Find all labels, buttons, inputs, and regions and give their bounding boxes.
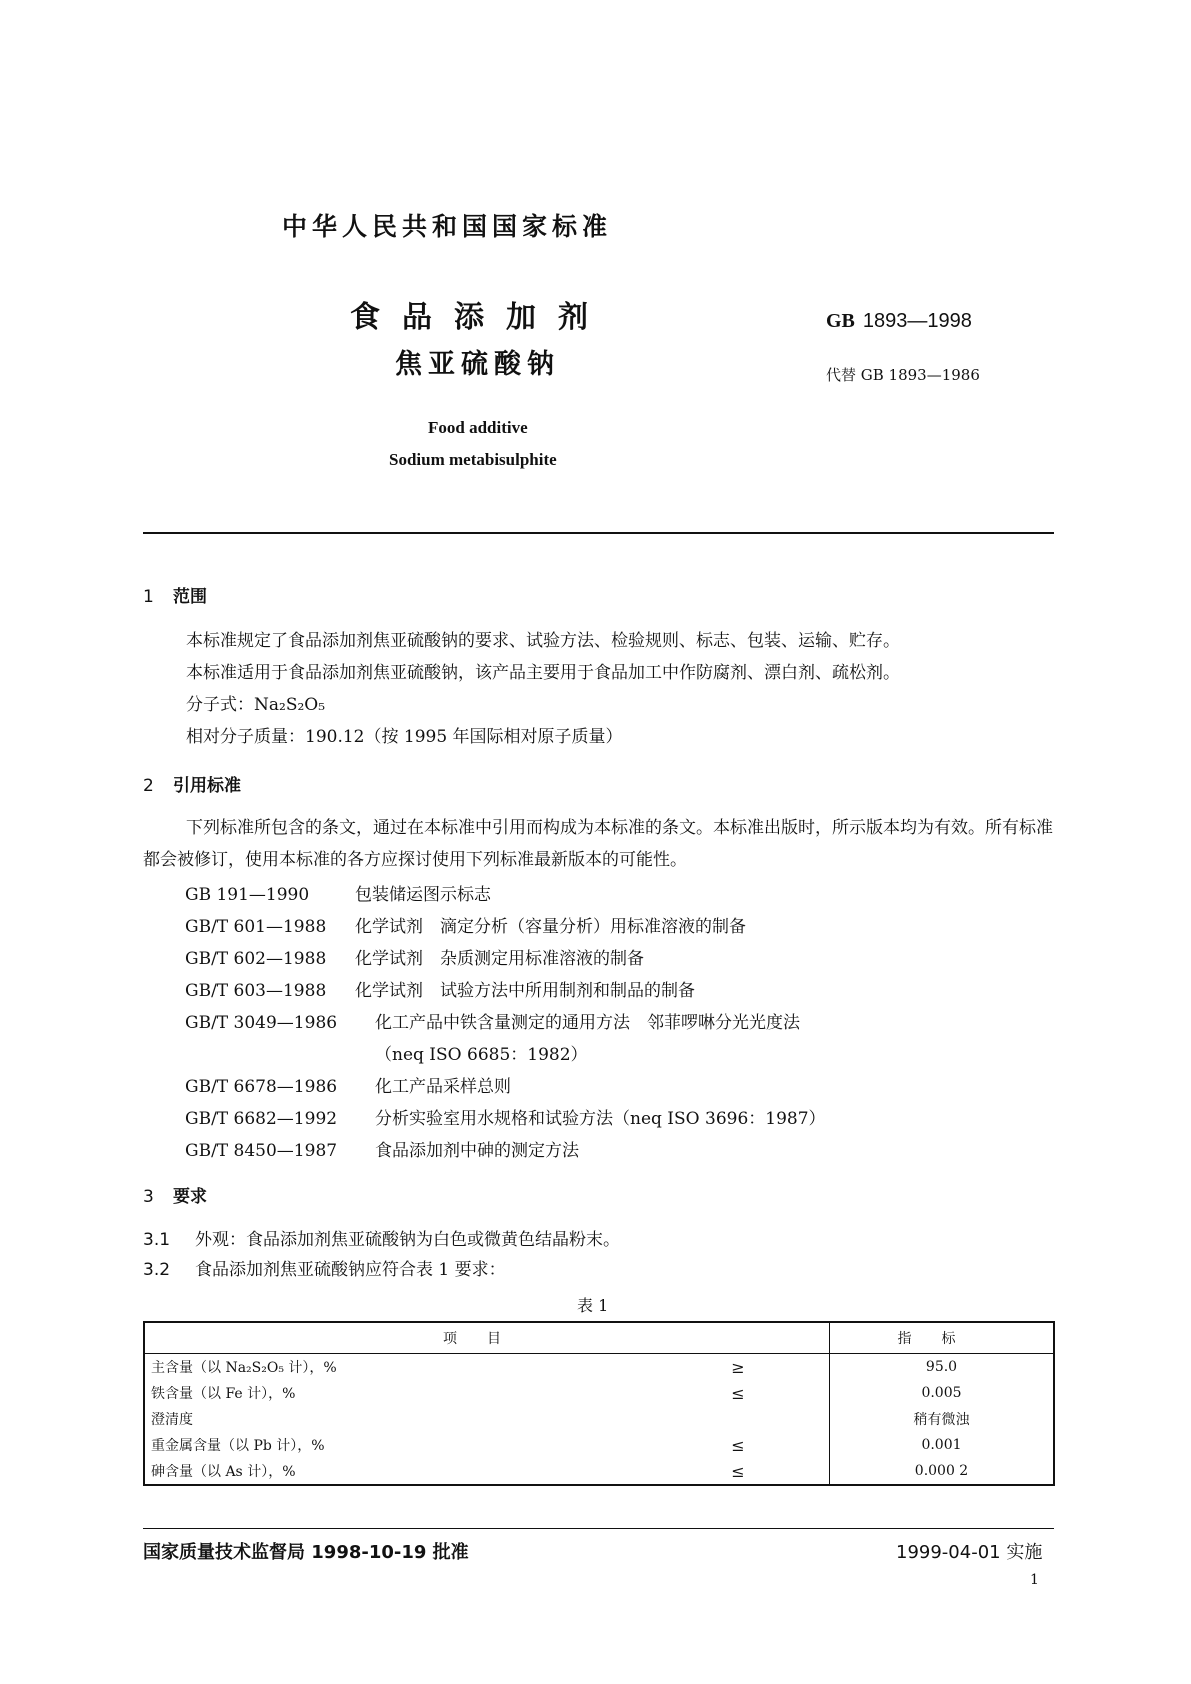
table-caption: 表 1 [577,1296,609,1315]
section-1-line-2: 本标准适用于食品添加剂焦亚硫酸钠，该产品主要用于食品加工中作防腐剂、漂白剂、疏松剂。 [186,663,900,683]
replaces-note: 代替 GB 1893—1986 [826,366,980,384]
reference-code: GB/T 602—1988 [185,949,327,969]
approval-note: 国家质量技术监督局 1998-10-19 批准 [143,1542,469,1563]
section-1-number: 1 [143,587,154,607]
page-number: 1 [1030,1572,1039,1588]
table-row [144,1458,1054,1485]
table-header-row [144,1322,1054,1354]
row-item: 重金属含量（以 Pb 计），% [151,1438,325,1454]
section-2-heading [143,771,241,796]
clause-3-2-text: 食品添加剂焦亚硫酸钠应符合表 1 要求： [195,1260,506,1280]
reference-code: GB/T 601—1988 [185,917,327,937]
row-value: 稍有微浊 [913,1412,970,1428]
clause-3-2-number: 3.2 [143,1260,171,1280]
row-symbol: ≤ [647,1458,830,1485]
reference-code: GB/T 8450—1987 [185,1141,338,1161]
section-2-title: 引用标准 [173,776,241,796]
table-head-item: 项目 [144,1322,830,1354]
reference-title: 化学试剂 杂质测定用标准溶液的制备 [355,949,644,969]
reference-code: GB 191—1990 [185,885,310,905]
reference-item [185,1136,579,1161]
table-row [144,1406,1054,1432]
clause-3-1-number: 3.1 [143,1230,171,1250]
section-1-formula: 分子式：Na₂S₂O₅ [186,695,326,715]
row-item: 主含量（以 Na₂S₂O₅ 计），% [151,1360,337,1376]
footer-divider [143,1528,1054,1529]
reference-title: 包装储运图示标志 [355,885,491,905]
title-line-1: 食品添加剂 [350,300,610,335]
row-item: 澄清度 [151,1412,193,1428]
reference-title: 化工产品中铁含量测定的通用方法 邻菲啰啉分光光度法 [375,1013,800,1033]
reference-code: GB/T 6678—1986 [185,1077,338,1097]
reference-item [185,912,746,937]
effective-date: 1999-04-01 实施 [896,1542,1043,1563]
reference-title: 食品添加剂中砷的测定方法 [375,1141,579,1161]
clause-3-1 [143,1230,620,1250]
row-symbol: ≤ [647,1432,830,1458]
reference-item [185,944,644,969]
standard-code [826,308,972,333]
table-row [144,1432,1054,1458]
table-row [144,1354,1054,1381]
row-value: 0.000 2 [914,1463,969,1479]
reference-title: 化学试剂 滴定分析（容量分析）用标准溶液的制备 [355,917,746,937]
header-divider [143,532,1054,534]
row-value: 0.001 [921,1437,962,1453]
clause-3-1-text: 外观：食品添加剂焦亚硫酸钠为白色或微黄色结晶粉末。 [195,1230,620,1250]
row-symbol: ≤ [647,1380,830,1406]
reference-item [185,880,491,905]
reference-item [185,1104,826,1129]
reference-item [185,976,695,1001]
section-2-number: 2 [143,776,154,796]
code-prefix: GB [826,310,855,332]
reference-title: （neq ISO 6685：1982） [375,1045,588,1065]
section-1-heading [143,582,207,607]
row-value: 0.005 [921,1385,962,1401]
title-line-2: 焦亚硫酸钠 [395,349,560,380]
reference-title: 化学试剂 试验方法中所用制剂和制品的制备 [355,981,695,1001]
reference-code: GB/T 3049—1986 [185,1013,338,1033]
row-item: 砷含量（以 As 计），% [151,1464,296,1480]
reference-code: GB/T 6682—1992 [185,1109,338,1129]
section-1-title: 范围 [173,587,207,607]
reference-title: 分析实验室用水规格和试验方法（neq ISO 3696：1987） [375,1109,826,1129]
row-symbol: ≥ [647,1354,830,1381]
reference-item [185,1072,511,1097]
section-1-line-1: 本标准规定了食品添加剂焦亚硫酸钠的要求、试验方法、检验规则、标志、包装、运输、贮存。 [186,631,900,651]
reference-item [185,1040,588,1065]
reference-item [185,1008,800,1033]
section-2-intro: 下列标准所包含的条文，通过在本标准中引用而构成为本标准的条文。本标准出版时，所示版本均为有效。所有标准都会被修订，使用本标准的各方应探讨使用下列标准最新版本的可能性。 [143,818,1053,870]
clause-3-2 [143,1260,506,1280]
section-1-molar-mass: 相对分子质量：190.12（按 1995 年国际相对原子质量） [186,727,623,747]
national-standard-heading: 中华人民共和国国家标准 [282,212,613,241]
reference-title: 化工产品采样总则 [375,1077,511,1097]
section-3-number: 3 [143,1187,154,1207]
section-3-heading [143,1182,207,1207]
row-symbol [647,1406,830,1432]
row-item: 铁含量（以 Fe 计），% [151,1386,296,1402]
reference-code: GB/T 603—1988 [185,981,327,1001]
row-value: 95.0 [925,1359,958,1375]
section-3-title: 要求 [173,1187,207,1207]
spec-table [143,1321,1055,1486]
table-head-value: 指标 [830,1322,1055,1354]
code-number: 1893—1998 [862,310,972,332]
english-title-2: Sodium metabisulphite [389,450,557,469]
table-row [144,1380,1054,1406]
english-title-1: Food additive [428,418,528,437]
